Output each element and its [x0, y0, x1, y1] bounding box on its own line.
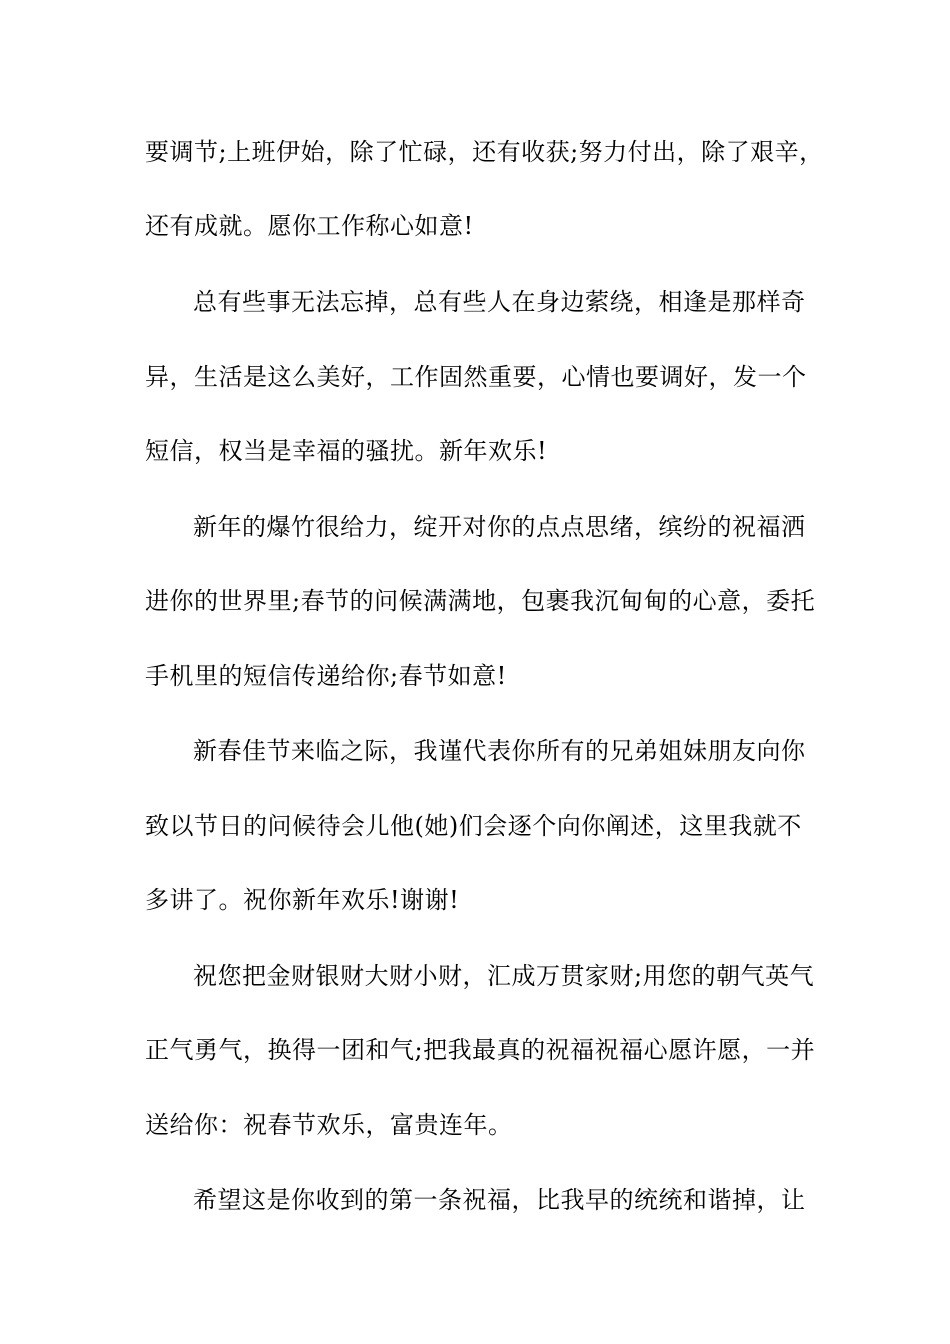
text-line: 正气勇气，换得一团和气;把我最真的祝福祝福心愿许愿，一并 — [145, 1036, 816, 1064]
text-line: 多讲了。祝你新年欢乐!谢谢! — [145, 886, 460, 914]
text-line: 手机里的短信传递给你;春节如意! — [145, 662, 507, 690]
paragraph-first-line: 祝您把金财银财大财小财，汇成万贯家财;用您的朝气英气 — [193, 962, 815, 990]
text-line: 致以节日的问候待会儿他(她)们会逐个向你阐述，这里我就不 — [145, 812, 802, 840]
text-line: 异，生活是这么美好，工作固然重要，心情也要调好，发一个 — [145, 363, 807, 391]
paragraph-first-line: 新年的爆竹很给力，绽开对你的点点思绪，缤纷的祝福洒 — [193, 513, 806, 541]
paragraph-first-line: 希望这是你收到的第一条祝福，比我早的统统和谐掉，让 — [193, 1186, 806, 1214]
text-line: 要调节;上班伊始，除了忙碌，还有收获;努力付出，除了艰辛， — [145, 138, 824, 166]
paragraph-first-line: 新春佳节来临之际，我谨代表你所有的兄弟姐妹朋友向你 — [193, 737, 806, 765]
paragraph-first-line: 总有些事无法忘掉，总有些人在身边萦绕，相逢是那样奇 — [193, 288, 806, 316]
text-line: 进你的世界里;春节的问候满满地，包裹我沉甸甸的心意，委托 — [145, 587, 816, 615]
text-line: 送给你：祝春节欢乐，富贵连年。 — [145, 1111, 513, 1139]
text-line: 还有成就。愿你工作称心如意! — [145, 212, 474, 240]
text-line: 短信，权当是幸福的骚扰。新年欢乐! — [145, 437, 548, 465]
